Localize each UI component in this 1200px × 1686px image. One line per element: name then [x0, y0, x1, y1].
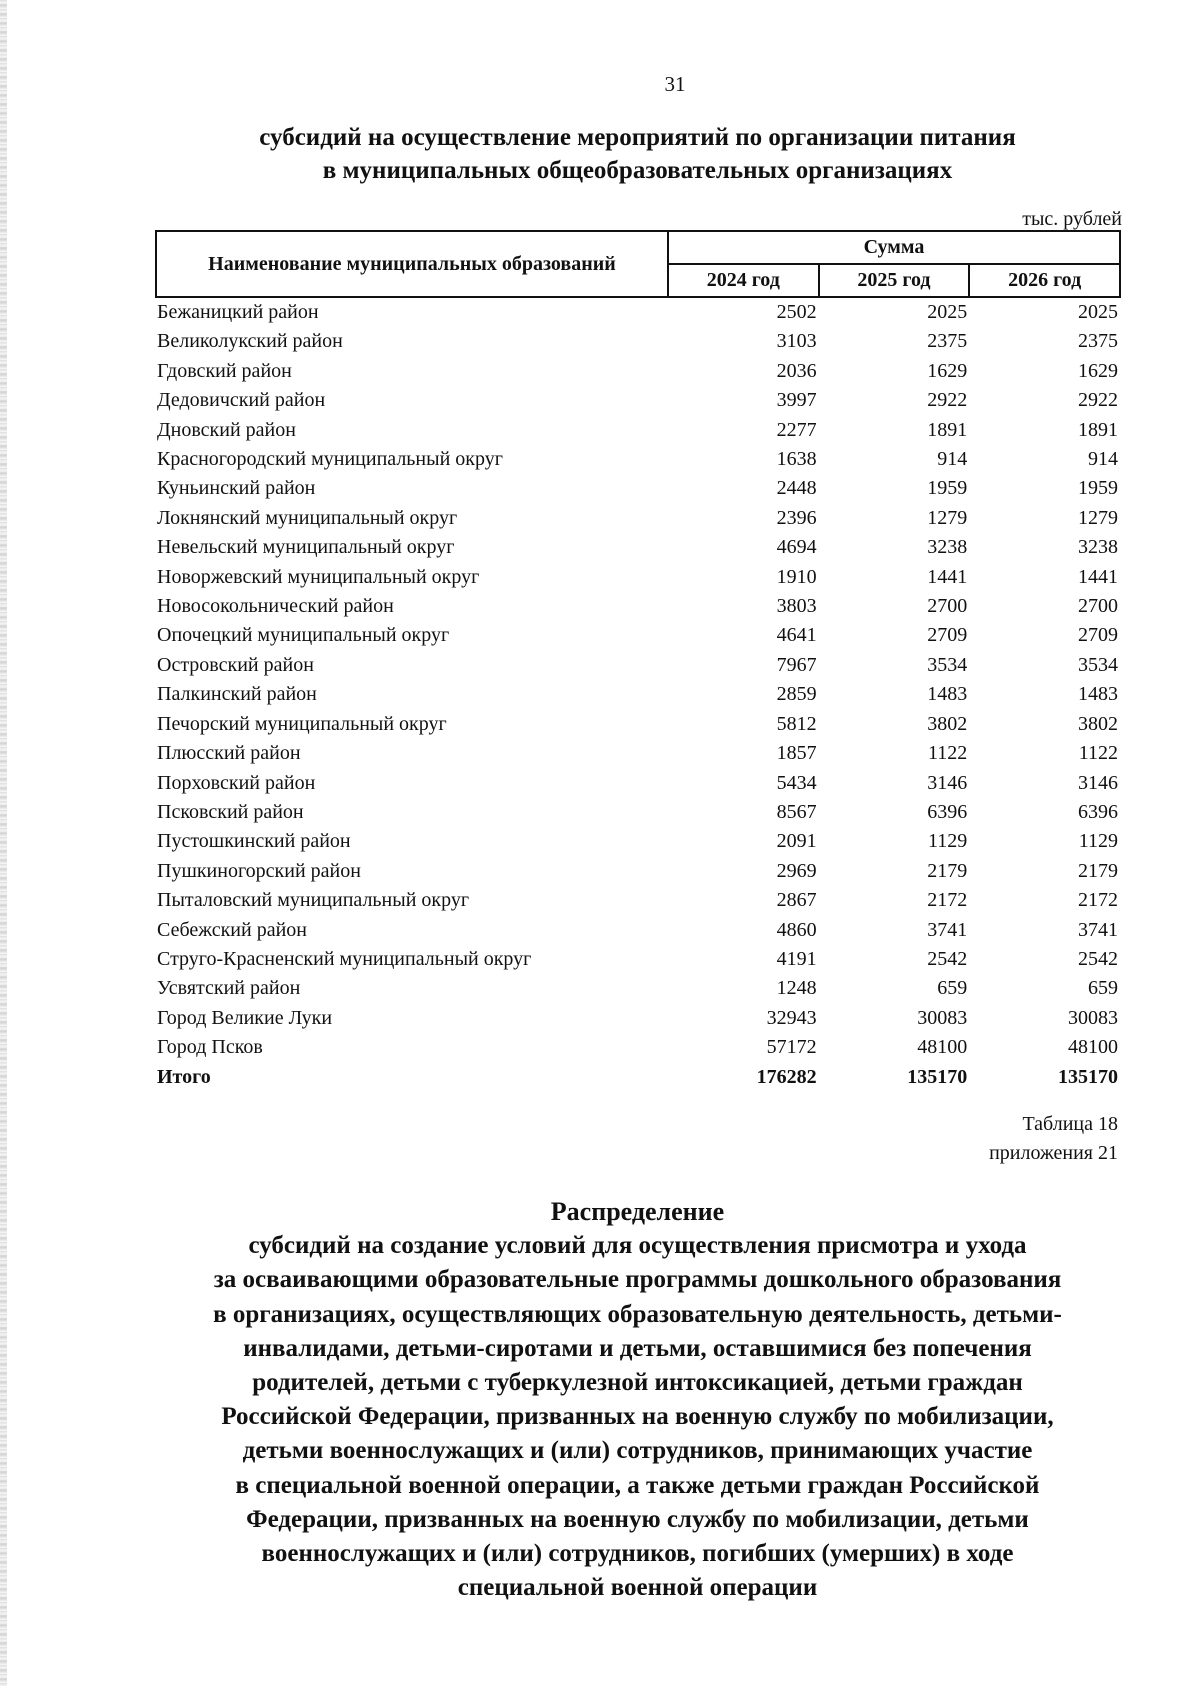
table-row — [156, 916, 1120, 945]
table-row — [156, 945, 1120, 974]
row-name: Дедовичский район — [157, 389, 326, 412]
page-number: 31 — [664, 72, 686, 96]
section1-title-line: субсидий на осуществление мероприятий по организации питания — [259, 124, 1016, 151]
table-row — [156, 445, 1120, 474]
table-row — [156, 798, 1120, 827]
row-name: Порховский район — [157, 771, 316, 794]
table-row — [156, 739, 1120, 768]
row-name: Себежский район — [157, 918, 307, 941]
scan-edge — [0, 0, 7, 1686]
row-name: Пустошкинский район — [157, 830, 351, 853]
row-name: Печорский муниципальный округ — [157, 712, 447, 735]
cell-2026: 48100 — [1068, 1036, 1118, 1059]
cell-2026: 3534 — [1078, 653, 1118, 676]
cell-2024: 2859 — [776, 683, 817, 706]
subsidy-table — [155, 230, 1121, 1092]
total-label: Итого — [157, 1065, 211, 1088]
cell-2026: 3146 — [1078, 771, 1118, 794]
row-name: Куньинский район — [157, 477, 316, 500]
table-row — [156, 533, 1120, 562]
row-name: Палкинский район — [157, 683, 317, 706]
row-name: Пыталовский муниципальный округ — [157, 889, 470, 912]
table-row — [156, 327, 1120, 356]
cell-2026: 2025 — [1078, 301, 1118, 323]
table-row — [156, 680, 1120, 709]
table-row — [156, 621, 1120, 650]
cell-2024: 1857 — [776, 742, 817, 765]
cell-2026: 3802 — [1078, 712, 1118, 735]
cell-2024: 3103 — [776, 330, 817, 353]
cell-2025: 1122 — [928, 742, 968, 765]
cell-2025: 1441 — [927, 565, 968, 588]
cell-2025: 30083 — [917, 1006, 968, 1029]
table-row — [156, 827, 1120, 856]
cell-2024: 2396 — [776, 506, 817, 529]
section2-title-line: за осваивающими образовательные программы дошкольного образования — [213, 1266, 1062, 1294]
cell-2026: 2375 — [1078, 330, 1118, 353]
cell-2026: 659 — [1088, 977, 1118, 1000]
cell-2026: 3238 — [1078, 536, 1118, 559]
table-row — [156, 1004, 1120, 1033]
cell-2024: 2502 — [776, 301, 817, 323]
cell-2026: 2709 — [1078, 624, 1118, 647]
cell-2025: 3741 — [927, 918, 968, 941]
cell-2025: 1959 — [927, 477, 968, 500]
row-name: Псковский район — [157, 800, 304, 823]
cell-2024: 5434 — [776, 771, 817, 794]
table-row — [156, 563, 1120, 592]
cell-2025: 659 — [937, 977, 968, 1000]
appendix-number: приложения 21 — [989, 1142, 1118, 1164]
cell-2025: 914 — [937, 448, 968, 471]
header-sum: Сумма — [668, 231, 1120, 264]
cell-2024: 2091 — [776, 830, 817, 853]
cell-2026: 2172 — [1078, 889, 1118, 912]
cell-2025: 2025 — [927, 301, 968, 323]
cell-2026: 1891 — [1078, 418, 1118, 441]
cell-2025: 1629 — [927, 359, 968, 382]
section2-title-line: Российской Федерации, призванных на военную службу по мобилизации, — [221, 1403, 1054, 1431]
section2-title — [120, 1195, 1155, 1605]
total-2024: 176282 — [756, 1065, 817, 1088]
cell-2026: 3741 — [1078, 918, 1118, 941]
cell-2025: 6396 — [927, 800, 968, 823]
total-2026: 135170 — [1058, 1065, 1118, 1088]
cell-2026: 2542 — [1078, 947, 1118, 970]
table-row — [156, 1033, 1120, 1062]
section2-heading: Распределение — [550, 1197, 725, 1226]
cell-2025: 2375 — [927, 330, 968, 353]
cell-2024: 2036 — [776, 359, 817, 382]
table-row — [156, 651, 1120, 680]
cell-2025: 2700 — [927, 595, 968, 618]
cell-2026: 1959 — [1078, 477, 1118, 500]
units-label: тыс. рублей — [1022, 208, 1122, 230]
section2-title-line: в организациях, осуществляющих образовательную деятельность, детьми- — [213, 1300, 1062, 1328]
cell-2025: 2922 — [927, 389, 968, 412]
header-year-2025: 2025 год — [819, 264, 970, 297]
section2-title-line: Федерации, призванных на военную службу по мобилизации, детьми — [246, 1505, 1029, 1533]
cell-2025: 2172 — [927, 889, 968, 912]
header-name: Наименование муниципальных образований — [156, 231, 668, 297]
cell-2025: 2542 — [927, 947, 968, 970]
cell-2026: 1629 — [1078, 359, 1118, 382]
row-name: Усвятский район — [157, 977, 301, 1000]
cell-2024: 4641 — [776, 624, 817, 647]
cell-2026: 30083 — [1068, 1006, 1118, 1029]
table-reference — [880, 1110, 1118, 1168]
cell-2025: 48100 — [917, 1036, 968, 1059]
cell-2024: 2867 — [776, 889, 817, 912]
cell-2024: 1638 — [776, 448, 817, 471]
section2-title-line: специальной военной операции — [457, 1574, 818, 1602]
table-row — [156, 710, 1120, 739]
cell-2026: 1129 — [1078, 830, 1118, 853]
section2-title-line: родителей, детьми с туберкулезной интоксикацией, детьми граждан — [252, 1369, 1023, 1397]
row-name: Бежаницкий район — [157, 301, 319, 323]
header-year-2026: 2026 год — [969, 264, 1120, 297]
cell-2026: 914 — [1088, 448, 1118, 471]
row-name: Плюсский район — [157, 742, 301, 765]
cell-2025: 3238 — [927, 536, 968, 559]
row-name: Новоржевский муниципальный округ — [157, 565, 480, 588]
cell-2025: 2709 — [927, 624, 968, 647]
table-number: Таблица 18 — [1022, 1113, 1118, 1135]
header-year-2024: 2024 год — [668, 264, 819, 297]
cell-2025: 3534 — [927, 653, 968, 676]
row-name: Великолукский район — [157, 330, 343, 353]
table-row — [156, 857, 1120, 886]
cell-2024: 2448 — [776, 477, 817, 500]
page-number-container — [0, 72, 1200, 97]
cell-2025: 1891 — [927, 418, 968, 441]
section1-title — [150, 121, 1125, 187]
row-name: Дновский район — [157, 418, 296, 441]
cell-2024: 2277 — [776, 418, 817, 441]
total-row — [156, 1063, 1120, 1092]
table-body — [156, 297, 1120, 1092]
cell-2025: 3146 — [927, 771, 968, 794]
cell-2024: 1910 — [776, 565, 817, 588]
row-name: Струго-Красненский муниципальный округ — [157, 947, 532, 970]
cell-2026: 2922 — [1078, 389, 1118, 412]
cell-2026: 2179 — [1078, 859, 1118, 882]
cell-2024: 1248 — [776, 977, 817, 1000]
row-name: Город Псков — [157, 1036, 263, 1059]
cell-2025: 1279 — [927, 506, 968, 529]
cell-2025: 3802 — [927, 712, 968, 735]
cell-2024: 7967 — [776, 653, 817, 676]
cell-2024: 4694 — [776, 536, 817, 559]
section2-title-line: субсидий на создание условий для осуществления присмотра и ухода — [248, 1232, 1027, 1260]
table-row — [156, 297, 1120, 327]
table-row — [156, 974, 1120, 1003]
section2-title-line: военнослужащих и (или) сотрудников, погибших (умерших) в ходе — [261, 1540, 1014, 1568]
row-name: Гдовский район — [157, 359, 292, 382]
row-name: Город Великие Луки — [157, 1006, 333, 1029]
cell-2024: 57172 — [766, 1036, 817, 1059]
cell-2024: 4860 — [776, 918, 817, 941]
row-name: Островский район — [157, 653, 314, 676]
row-name: Локнянский муниципальный округ — [157, 506, 458, 529]
table-header — [156, 231, 1120, 297]
cell-2025: 1483 — [927, 683, 968, 706]
row-name: Невельский муниципальный округ — [157, 536, 455, 559]
row-name: Опочецкий муниципальный округ — [157, 624, 450, 647]
cell-2026: 1122 — [1078, 742, 1118, 765]
table-row — [156, 474, 1120, 503]
cell-2026: 1441 — [1078, 565, 1118, 588]
cell-2024: 8567 — [776, 800, 817, 823]
cell-2024: 5812 — [776, 712, 817, 735]
cell-2024: 4191 — [776, 947, 817, 970]
row-name: Красногородский муниципальный округ — [157, 448, 503, 471]
table-row — [156, 416, 1120, 445]
row-name: Пушкиногорский район — [157, 859, 361, 882]
cell-2026: 1279 — [1078, 506, 1118, 529]
table-row — [156, 357, 1120, 386]
table-row — [156, 386, 1120, 415]
cell-2026: 1483 — [1078, 683, 1118, 706]
cell-2025: 1129 — [928, 830, 968, 853]
section2-title-line: в специальной военной операции, а также детьми граждан Российской — [235, 1471, 1040, 1499]
table-row — [156, 592, 1120, 621]
cell-2024: 3997 — [776, 389, 817, 412]
cell-2024: 3803 — [776, 595, 817, 618]
section2-title-line: детьми военнослужащих и (или) сотрудников, принимающих участие — [242, 1437, 1033, 1465]
total-2025: 135170 — [907, 1065, 968, 1088]
section2-title-line: инвалидами, детьми-сиротами и детьми, оставшимися без попечения — [243, 1334, 1032, 1362]
cell-2026: 6396 — [1078, 800, 1118, 823]
cell-2026: 2700 — [1078, 595, 1118, 618]
table-row — [156, 504, 1120, 533]
table-row — [156, 886, 1120, 915]
table-row — [156, 769, 1120, 798]
section1-title-line: в муниципальных общеобразовательных организациях — [322, 157, 953, 184]
cell-2024: 2969 — [776, 859, 817, 882]
cell-2025: 2179 — [927, 859, 968, 882]
cell-2024: 32943 — [766, 1006, 817, 1029]
row-name: Новосокольнический район — [157, 595, 394, 618]
